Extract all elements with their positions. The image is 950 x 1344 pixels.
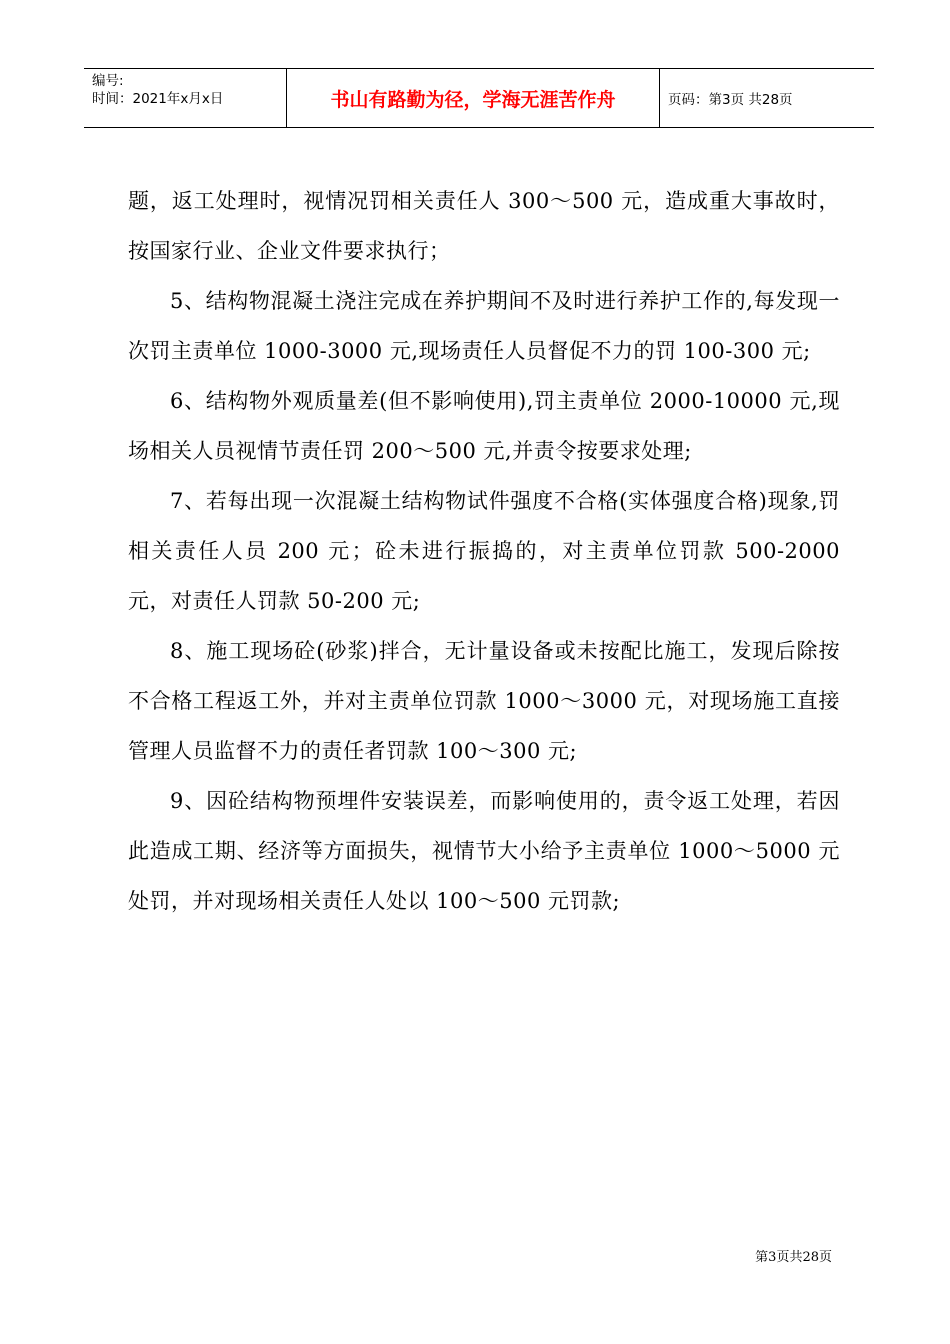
header-motto: 书山有路勤为径，学海无涯苦作舟 — [286, 69, 660, 127]
document-number-label: 编号: — [92, 73, 124, 89]
document-body — [128, 176, 840, 926]
paragraph-item-8: 8、施工现场砼(砂浆)拌合，无计量设备或未按配比施工，发现后除按不合格工程返工外，并对主责单位罚款 1000～3000 元，对现场施工直接管理人员监督不力的责任者罚款 100～300 元; — [128, 639, 840, 763]
paragraph-item-7: 7、若每出现一次混凝土结构物试件强度不合格(实体强度合格)现象,罚相关责任人员 200 元；砼未进行振捣的，对主责单位罚款 500-2000 元，对责任人罚款 50-200 元; — [128, 489, 840, 613]
header-page-info: 页码：第3页 共28页 — [668, 92, 793, 108]
paragraph-item-6: 6、结构物外观质量差(但不影响使用),罚主责单位 2000-10000 元,现场相关人员视情节责任罚 200～500 元,并责令按要求处理; — [128, 389, 840, 463]
page-header — [84, 68, 874, 128]
document-time-label: 时间：2021年x月x日 — [92, 91, 224, 107]
paragraph-item-9: 9、因砼结构物预埋件安装误差，而影响使用的，责令返工处理，若因此造成工期、经济等方面损失，视情节大小给予主责单位 1000～5000 元处罚，并对现场相关责任人处以 100～500 元罚款; — [128, 789, 840, 913]
paragraph-continuation: 题，返工处理时，视情况罚相关责任人 300～500 元，造成重大事故时，按国家行业、企业文件要求执行； — [128, 189, 840, 263]
paragraph-item-5: 5、结构物混凝土浇注完成在养护期间不及时进行养护工作的,每发现一次罚主责单位 1000-3000 元,现场责任人员督促不力的罚 100-300 元; — [128, 289, 840, 363]
header-meta — [84, 69, 286, 127]
page-footer: 第3页共28页 — [755, 1250, 832, 1265]
